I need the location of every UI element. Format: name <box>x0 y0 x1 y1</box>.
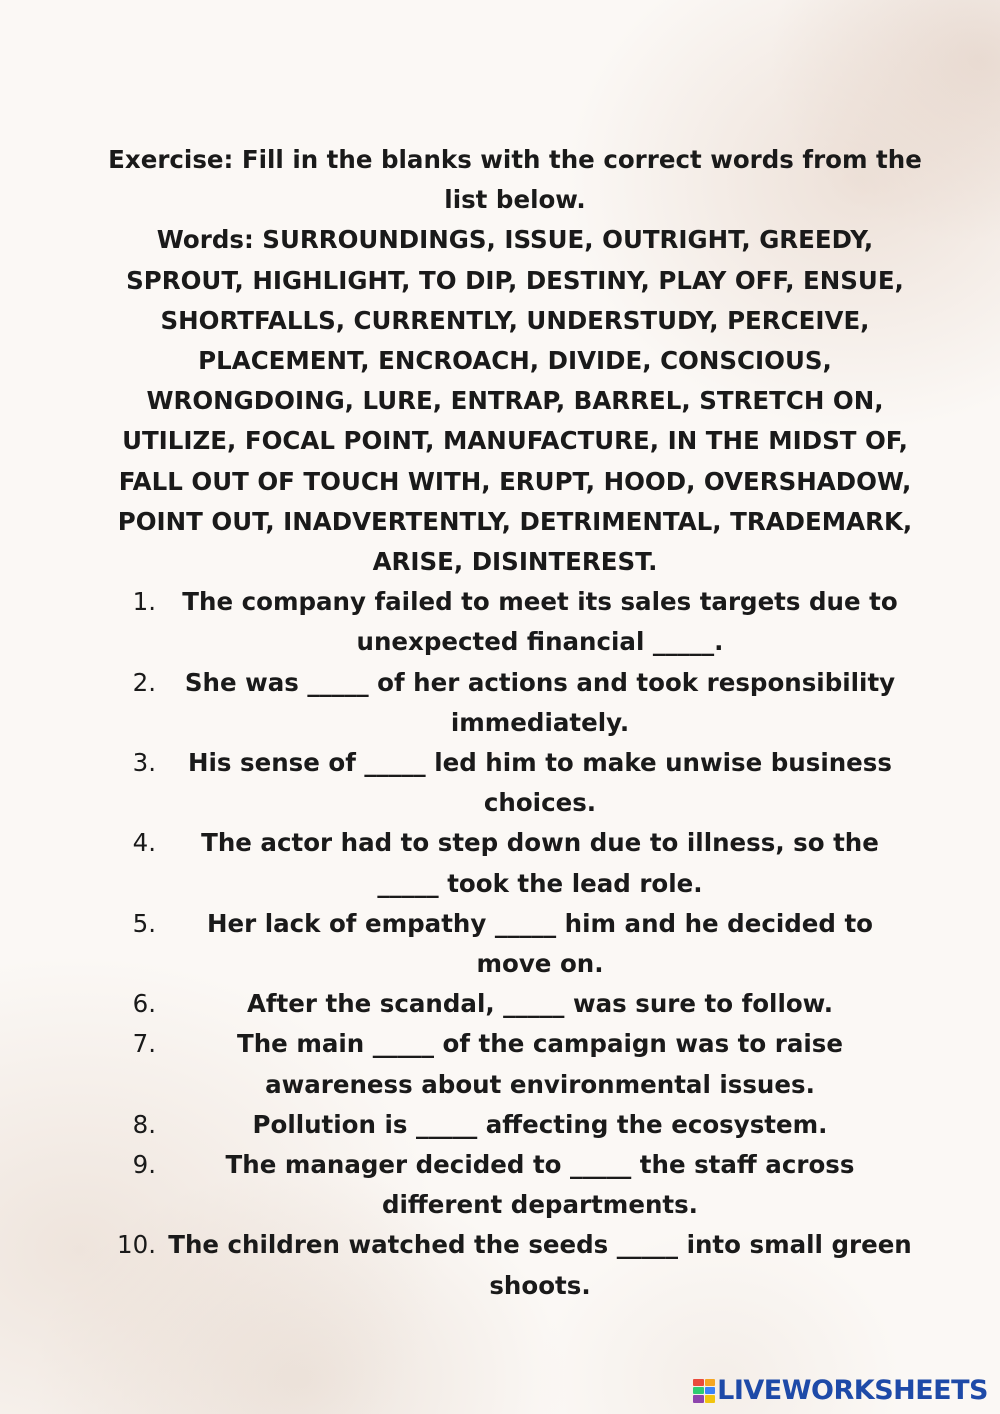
question-text: After the scandal, _____ was sure to follow. <box>246 989 834 1019</box>
question-text: She was _____ of her actions and took responsibility immediately. <box>184 667 896 737</box>
question-number: 8. <box>132 1109 156 1139</box>
question-text: The manager decided to _____ the staff across different departments. <box>225 1150 855 1220</box>
question-number: 5. <box>132 908 156 938</box>
question-text: The children watched the seeds _____ into small green shoots. <box>168 1230 912 1300</box>
logo-tile <box>705 1379 716 1386</box>
question-item <box>100 823 930 903</box>
question-number: 1. <box>132 587 156 617</box>
question-list <box>100 582 930 1306</box>
question-item <box>100 1225 930 1305</box>
logo-tile <box>693 1379 704 1386</box>
question-text: His sense of _____ led him to make unwise business choices. <box>188 748 892 818</box>
question-number: 7. <box>132 1029 156 1059</box>
question-item <box>100 1145 930 1225</box>
question-item <box>100 1105 930 1145</box>
worksheet <box>100 140 930 1306</box>
question-number: 10. <box>117 1230 156 1260</box>
logo-tile <box>705 1387 716 1394</box>
question-number: 9. <box>132 1150 156 1180</box>
question-text: The main _____ of the campaign was to raise awareness about environmental issues. <box>237 1029 843 1099</box>
logo-tile <box>693 1387 704 1394</box>
question-item <box>100 743 930 823</box>
brand-name: LIVEWORKSHEETS <box>717 1375 988 1406</box>
question-number: 3. <box>132 748 156 778</box>
word-list: Words: SURROUNDINGS, ISSUE, OUTRIGHT, GREEDY, SPROUT, HIGHLIGHT, TO DIP, DESTINY, PLAY OFF, ENSUE, SHORTFALLS, CURRENTLY, UNDERSTUDY, PERCEIVE, PLACEMENT, ENCROACH, DIVIDE, CONSCIOUS, WRONGDOING, LURE, ENTRAP, BARREL, STRETCH ON, UTILIZE, FOCAL POINT, MANUFACTURE, IN THE MIDST OF, FALL OUT OF TOUCH WITH, ERUPT, HOOD, OVERSHADOW, POINT OUT, INADVERTENTLY, DETRIMENTAL, TRADEMARK, ARISE, DISINTEREST. <box>117 225 913 577</box>
question-item <box>100 582 930 662</box>
question-item <box>100 904 930 984</box>
question-number: 6. <box>132 989 156 1019</box>
question-item <box>100 1024 930 1104</box>
question-text: The company failed to meet its sales targets due to unexpected financial _____. <box>182 587 898 657</box>
question-item <box>100 663 930 743</box>
question-text: Her lack of empathy _____ him and he decided to move on. <box>206 908 874 979</box>
question-number: 2. <box>132 667 156 697</box>
question-item <box>100 984 930 1024</box>
liveworksheets-logo-icon <box>693 1379 715 1403</box>
question-text: Pollution is _____ affecting the ecosystem. <box>252 1109 828 1139</box>
exercise-heading: Exercise: Fill in the blanks with the correct words from the list below. <box>108 145 922 215</box>
liveworksheets-brand[interactable] <box>693 1375 988 1406</box>
question-text: The actor had to step down due to illness, so the _____ took the lead role. <box>201 828 879 898</box>
logo-tile <box>693 1395 704 1402</box>
logo-tile <box>705 1395 716 1402</box>
question-number: 4. <box>132 828 156 858</box>
